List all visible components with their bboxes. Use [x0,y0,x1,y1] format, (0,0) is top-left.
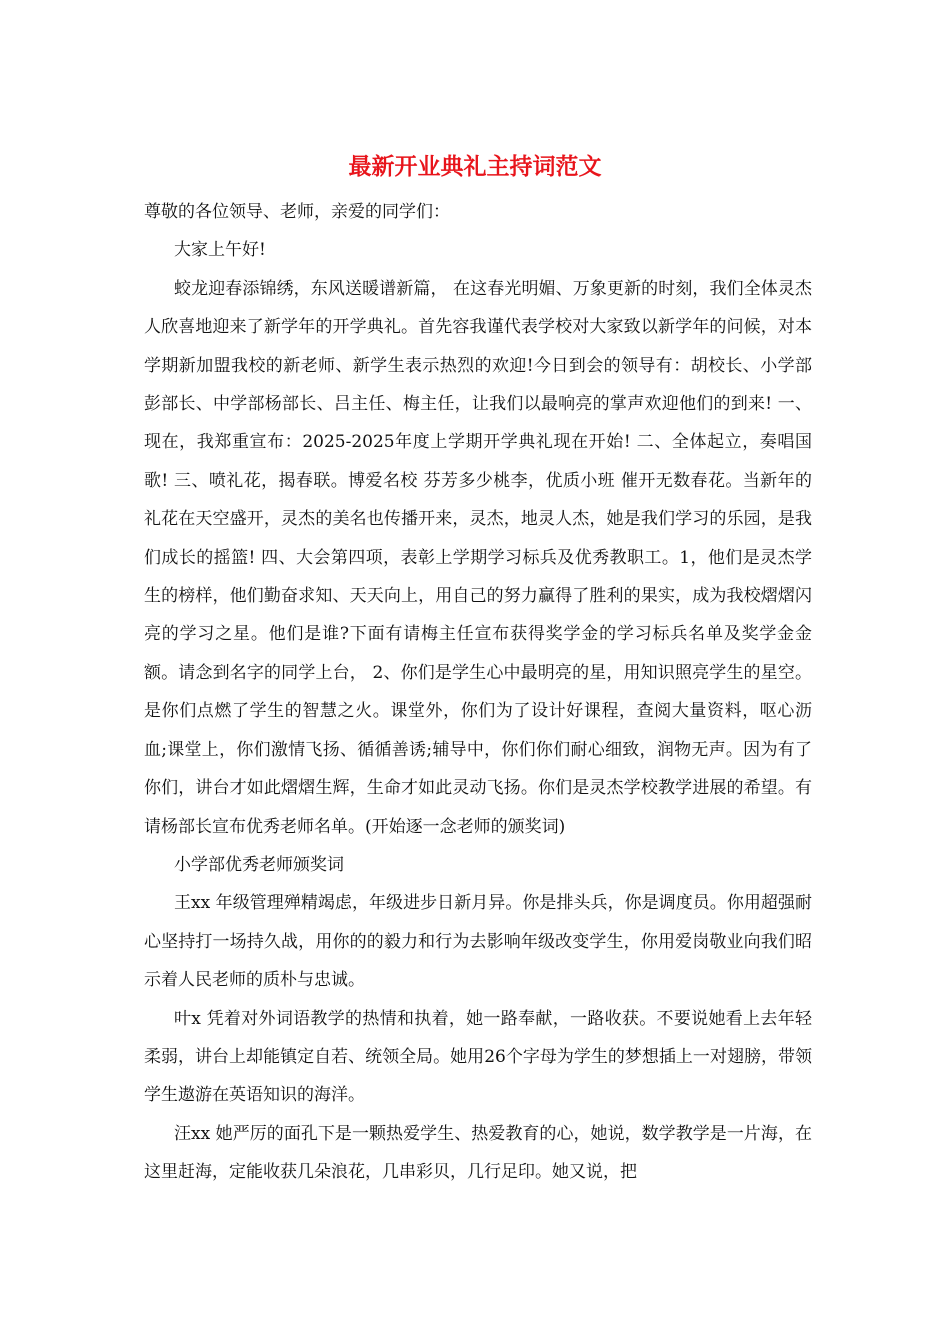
award-section-heading: 小学部优秀老师颁奖词 [174,854,344,875]
opening-ceremony-paragraph: 蛟龙迎春添锦绣，东风送暖谱新篇， 在这春光明媚、万象更新的时刻，我们全体灵杰人欣喜地迎来了新学年的开学典礼。首先容我谨代表学校对大家致以新学年的问候，对本学期新加盟我校的新老师、新学生表示热烈的欢迎!今日到会的领导有：胡校长、小学部彭部长、中学部杨部长、吕主任、梅主任，让我们以最响亮的掌声欢迎他们的到来! 一、 现在，我郑重宣布：2025-2025年度上学期开学典礼现在开始! 二、全体起立，奏唱国歌! 三、喷礼花，揭春联。博爱名校 芬芳多少桃李，优质小班 催开无数春花。当新年的礼花在天空盛开，灵杰的美名也传播开来，灵杰，地灵人杰，她是我们学习的乐园，是我们成长的摇篮! 四、大会第四项，表彰上学期学习标兵及优秀教职工。1，他们是灵杰学生的榜样，他们勤奋求知、天天向上，用自己的努力赢得了胜利的果实，成为我校熠熠闪亮的学习之星。他们是谁?下面有请梅主任宣布获得奖学金的学习标兵名单及奖学金金额。请念到名字的同学上台， 2、你们是学生心中最明亮的星，用知识照亮学生的星空。是你们点燃了学生的智慧之火。课堂外，你们为了设计好课程，查阅大量资料，呕心沥血;课堂上，你们激情飞扬、循循善诱;辅导中，你们你们耐心细致，润物无声。因为有了你们，讲台才如此熠熠生辉，生命才如此灵动飞扬。你们是灵杰学校教学进展的希望。有请杨部长宣布优秀老师名单。(开始逐一念老师的颁奖词) [144,278,812,837]
award-paragraph-ye: 叶x 凭着对外词语教学的热情和执着，她一路奉献，一路收获。不要说她看上去年轻柔弱，讲台上却能镇定自若、统领全局。她用26个字母为学生的梦想插上一对翅膀，带领学生遨游在英语知识的海洋。 [144,1008,812,1106]
award-paragraph-wang2: 汪xx 她严厉的面孔下是一颗热爱学生、热爱教育的心，她说，数学教学是一片海，在这里赶海，定能收获几朵浪花，几串彩贝，几行足印。她又说，把 [144,1123,812,1183]
document-body [144,193,812,1192]
greeting-paragraph: 大家上午好! [174,240,266,261]
award-paragraph-wang: 王xx 年级管理殚精竭虑，年级进步日新月异。你是排头兵，你是调度员。你用超强耐心坚持打一场持久战，用你的的毅力和行为去影响年级改变学生，你用爱岗敬业向我们昭示着人民老师的质朴与忠诚。 [144,893,812,991]
salutation-paragraph: 尊敬的各位领导、老师，亲爱的同学们： [144,202,450,222]
document-title: 最新开业典礼主持词范文 [348,153,602,180]
